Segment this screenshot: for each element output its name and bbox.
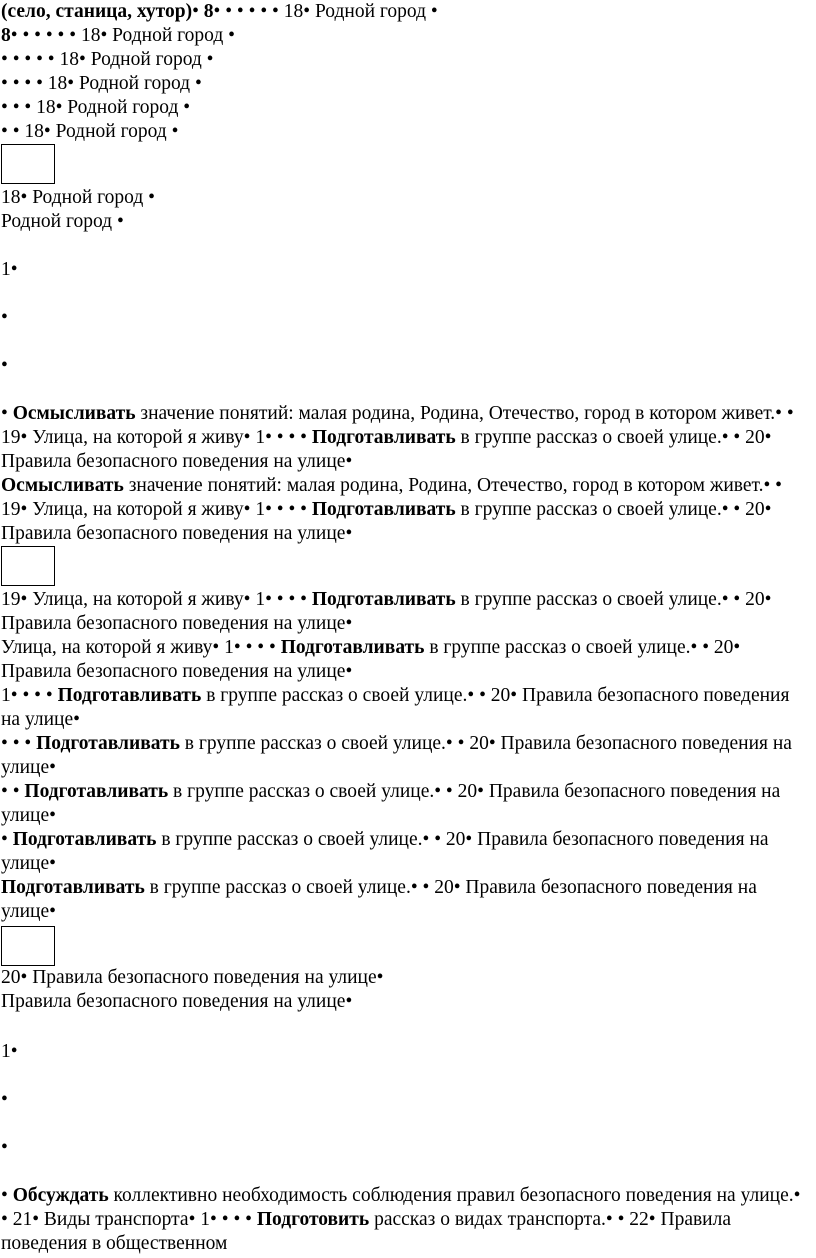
text-line (1, 210, 124, 234)
text-run: Улица, на которой я живу• 1• • • • (1, 637, 281, 658)
bold-text: Подготавливать (36, 733, 180, 754)
text-line (1, 120, 178, 144)
text-run: в группе рассказ о своей улице.• • 20• Правила безопасного поведения на улице• (1, 499, 772, 544)
text-line (1, 258, 18, 282)
text-run: 19• Улица, на которой я живу• 1• • • • (1, 589, 312, 610)
text-run: в группе рассказ о своей улице.• • 20• Правила безопасного поведения на улице• (1, 637, 741, 682)
text-run: в группе рассказ о своей улице.• • 20• Правила безопасного поведения на улице• (1, 829, 769, 874)
bold-text: Подготавливать (12, 829, 157, 850)
text-run: • (1, 1185, 13, 1206)
text-run: 20• Правила безопасного поведения на улице• (1, 967, 384, 988)
text-run: • (1, 307, 8, 328)
text-line (1, 354, 8, 378)
text-run: • • (1, 781, 25, 802)
text-run: • (192, 1, 204, 22)
text-run: значение понятий: малая родина, Родина, Отечество, город в котором живет.• • 19• Улица, на которой я живу• 1• • • • (1, 403, 794, 448)
text-run: • • • • • 18• Родной город • (1, 49, 214, 70)
text-run: в группе рассказ о своей улице.• • 20• Правила безопасного поведения на улице• (1, 589, 772, 634)
text-run: 1• • • • (1, 685, 58, 706)
text-paragraph (1, 1184, 807, 1256)
text-run: • (1, 829, 13, 850)
bold-text: Осмысливать (12, 403, 136, 424)
placeholder-box (1, 546, 55, 586)
text-line (1, 1088, 8, 1112)
text-paragraph (1, 990, 807, 1014)
text-run: 18• Родной город • (1, 187, 155, 208)
text-run: 1• (1, 1041, 18, 1062)
bold-text: Подготавливать (57, 685, 202, 706)
text-paragraph (1, 828, 807, 876)
text-line (1, 0, 438, 24)
text-run: • (1, 1089, 8, 1110)
bold-text: 8 (1, 25, 11, 46)
text-paragraph (1, 636, 807, 684)
text-run: • • • • • • 18• Родной город • (213, 1, 438, 22)
text-run: в группе рассказ о своей улице.• • 20• Правила безопасного поведения на улице• (1, 781, 781, 826)
bold-text: (село, станица, хутор) (1, 1, 193, 22)
text-run: в группе рассказ о своей улице.• • 20• Правила безопасного поведения на улице• (1, 427, 772, 472)
bold-text: Подготавливать (280, 637, 425, 658)
text-line (1, 24, 235, 48)
text-paragraph (1, 732, 807, 780)
text-run: в группе рассказ о своей улице.• • 20• Правила безопасного поведения на улице• (1, 877, 757, 922)
text-run: • • • • • • 18• Родной город • (10, 25, 235, 46)
placeholder-box (1, 926, 55, 966)
text-run: • • • (1, 733, 37, 754)
text-line (1, 72, 202, 96)
text-run: рассказ о видах транспорта.• • 22• Правила поведения в общественном (1, 1209, 732, 1254)
text-line (1, 96, 190, 120)
text-run: значение понятий: малая родина, Родина, Отечество, город в котором живет.• • 19• Улица, на которой я живу• 1• • • • (1, 475, 783, 520)
bold-text: Подготовить (256, 1209, 370, 1230)
text-run: в группе рассказ о своей улице.• • 20• Правила безопасного поведения на улице• (1, 733, 792, 778)
text-run: Правила безопасного поведения на улице• (1, 991, 353, 1012)
bold-text: Подготавливать (24, 781, 169, 802)
bold-text: Подготавливать (311, 427, 456, 448)
text-run: • • • 18• Родной город • (1, 97, 191, 118)
bold-text: 8 (203, 1, 214, 22)
text-line (1, 1136, 8, 1160)
bold-text: Подготавливать (311, 589, 456, 610)
text-line (1, 186, 155, 210)
text-run: в группе рассказ о своей улице.• • 20• Правила безопасного поведения на улице• (1, 685, 790, 730)
text-run: коллективно необходимость соблюдения правил безопасного поведения на улице.• • 21• Виды транспорта• 1• • • • (1, 1185, 801, 1230)
text-paragraph (1, 402, 807, 474)
text-run: • (1, 355, 8, 376)
text-paragraph (1, 876, 807, 924)
text-paragraph (1, 966, 807, 990)
text-line (1, 306, 8, 330)
text-paragraph (1, 780, 807, 828)
text-paragraph (1, 588, 807, 636)
text-run: • • 18• Родной город • (1, 121, 179, 142)
text-run: • (1, 403, 13, 424)
text-run: • (1, 1137, 8, 1158)
bold-text: Осмысливать (1, 475, 124, 496)
text-line (1, 1040, 18, 1064)
bold-text: Обсуждать (12, 1185, 109, 1206)
text-paragraph (1, 684, 807, 732)
bold-text: Подготавливать (311, 499, 456, 520)
text-run: Родной город • (1, 211, 124, 232)
text-paragraph (1, 474, 807, 546)
placeholder-box (1, 144, 55, 184)
text-run: • • • • 18• Родной город • (1, 73, 202, 94)
text-line (1, 48, 214, 72)
bold-text: Подготавливать (1, 877, 145, 898)
text-run: 1• (1, 259, 18, 280)
